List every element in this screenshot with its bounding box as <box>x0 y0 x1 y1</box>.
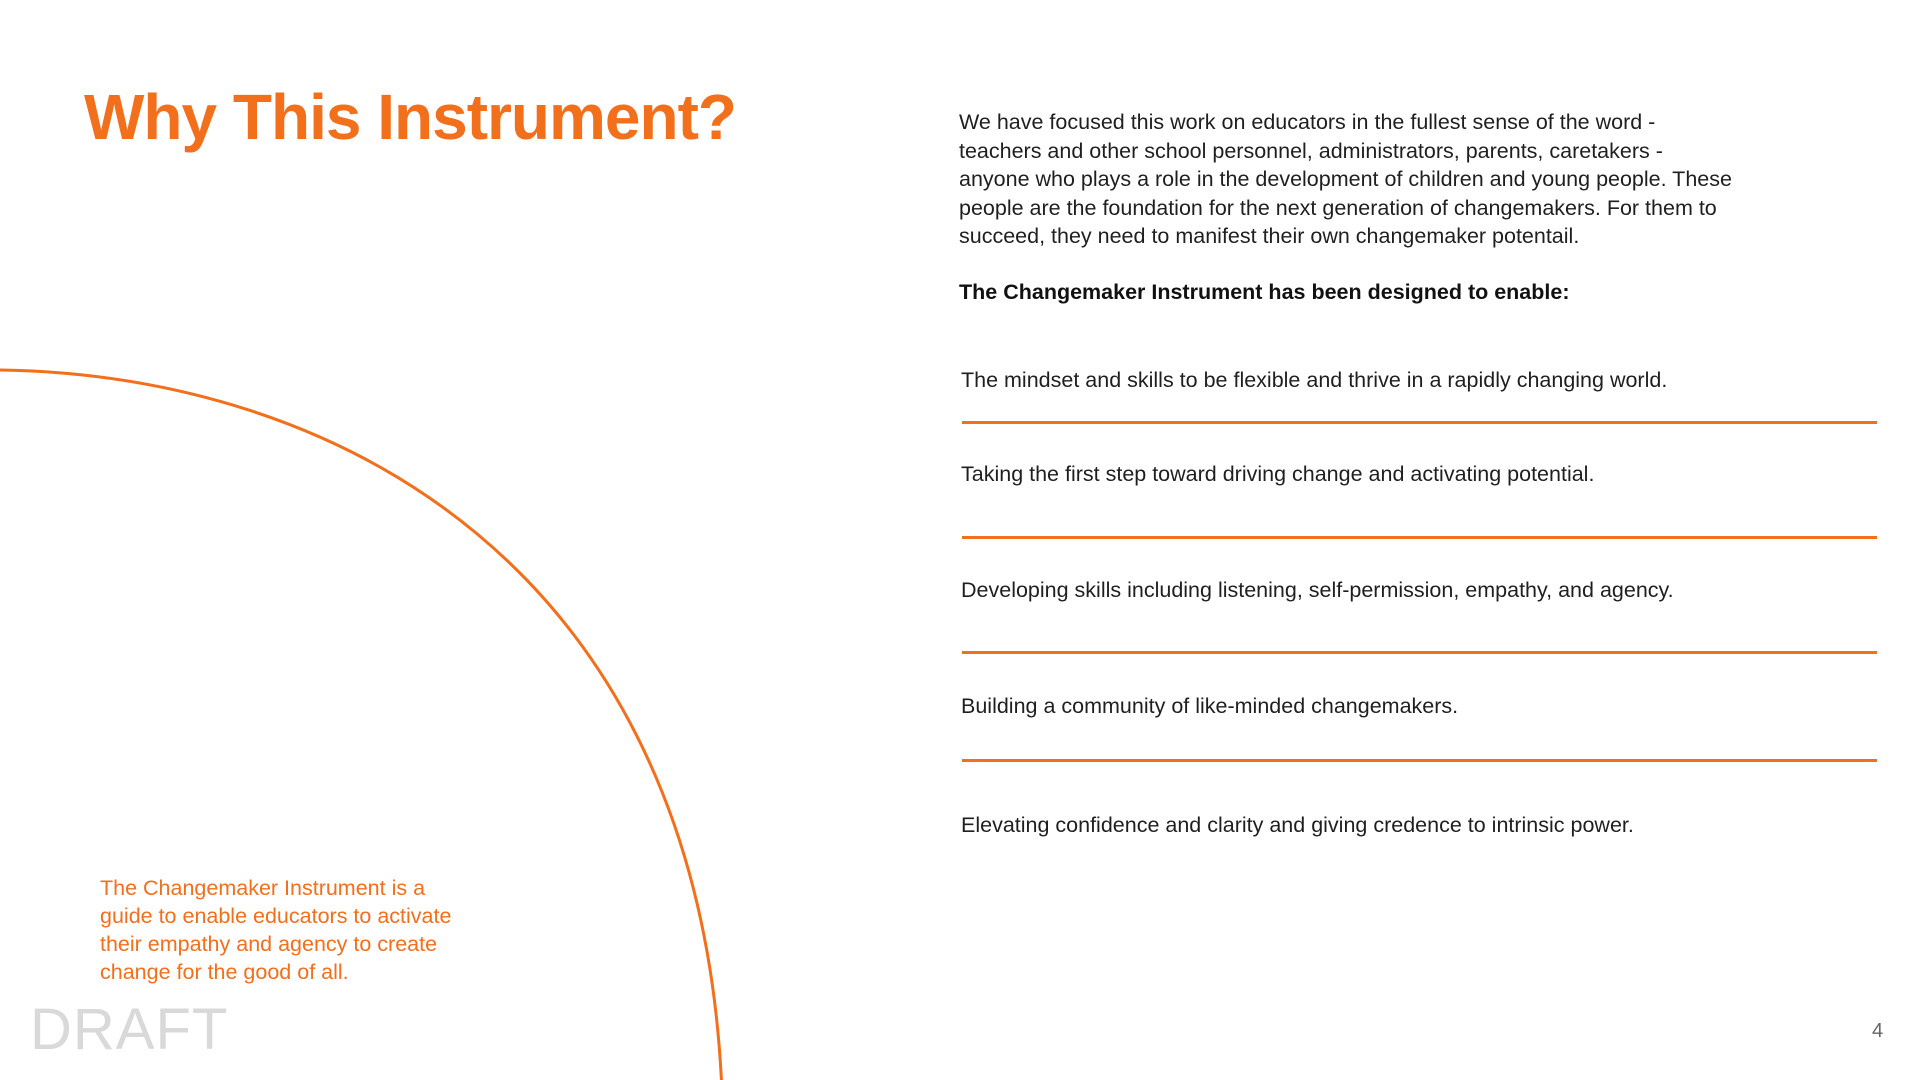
intro-line: teachers and other school personnel, administrators, parents, caretakers - <box>959 138 1663 163</box>
list-item: The mindset and skills to be flexible and thrive in a rapidly changing world. <box>961 368 1668 392</box>
draft-watermark: DRAFT <box>30 997 229 1062</box>
lead-heading: The Changemaker Instrument has been designed to enable: <box>959 280 1570 304</box>
list-item: Taking the first step toward driving change and activating potential. <box>961 462 1595 486</box>
divider <box>962 759 1877 762</box>
divider <box>962 421 1877 424</box>
divider <box>962 651 1877 654</box>
list-item: Building a community of like-minded changemakers. <box>961 694 1459 718</box>
list-item: Elevating confidence and clarity and giving credence to intrinsic power. <box>961 813 1634 837</box>
intro-line: people are the foundation for the next generation of changemakers. For them to <box>959 195 1717 220</box>
tagline-line: The Changemaker Instrument is a <box>100 876 426 900</box>
tagline-line: their empathy and agency to create <box>100 932 438 956</box>
divider <box>962 536 1877 539</box>
page-number: 4 <box>1872 1020 1884 1042</box>
intro-line: We have focused this work on educators in the fullest sense of the word - <box>959 110 1656 134</box>
tagline-line: guide to enable educators to activate <box>100 904 452 928</box>
tagline <box>100 874 540 986</box>
tagline-line: change for the good of all. <box>100 960 349 984</box>
intro-line: anyone who plays a role in the development of children and young people. These <box>959 167 1732 191</box>
page-title: Why This Instrument? <box>84 81 736 153</box>
intro-paragraph <box>959 108 1839 251</box>
list-item: Developing skills including listening, self-permission, empathy, and agency. <box>961 578 1674 602</box>
intro-line: succeed, they need to manifest their own changemaker potentail. <box>959 224 1580 248</box>
